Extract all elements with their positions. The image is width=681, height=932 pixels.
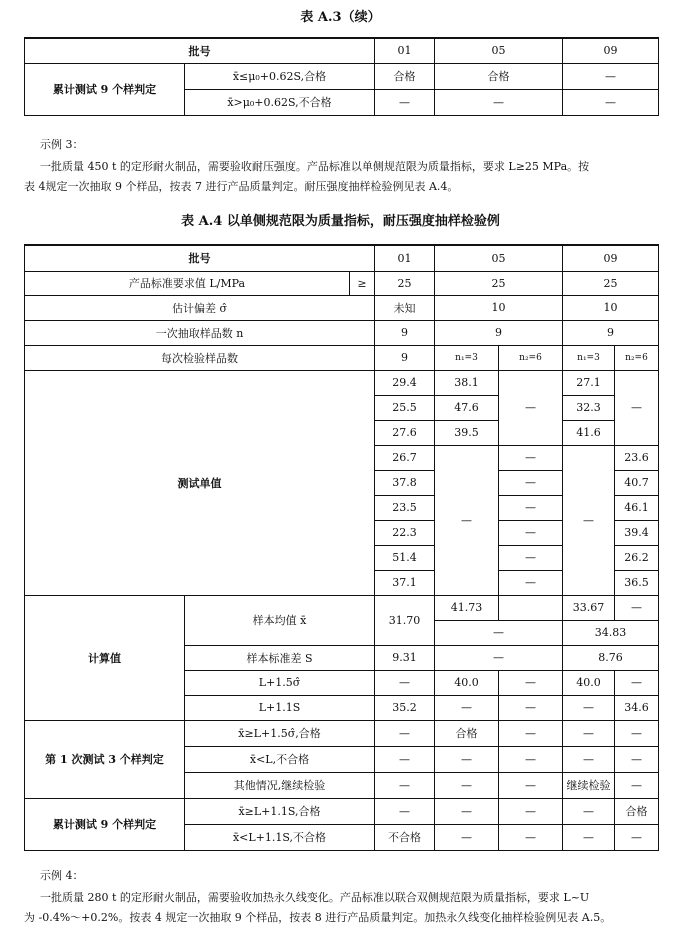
cell: — [499,370,563,445]
cell: 47.6 [435,395,499,420]
each-test-label: 每次检验样品数 [25,345,375,370]
cell: 32.3 [563,395,615,420]
cell: 39.5 [435,420,499,445]
cell: — [615,720,659,746]
cell: 10 [435,295,563,320]
cell: 26.2 [615,545,659,570]
cell: 39.4 [615,520,659,545]
cell [499,595,563,620]
header-09: 09 [563,38,659,63]
cell: — [563,445,615,595]
condition-pass: x̄≤μ₀+0.62S,合格 [185,63,375,89]
cell: 继续检验 [563,772,615,798]
cell: 9 [435,320,563,345]
cell: — [499,695,563,720]
cell: 9 [375,320,435,345]
sample-count-label: 一次抽取样品数 n [25,320,375,345]
cell: 41.73 [435,595,499,620]
cell: — [563,695,615,720]
cell: — [563,746,615,772]
cell: 34.83 [563,620,659,645]
cell: — [499,520,563,545]
example3-heading: 示例 3： [40,138,84,151]
cell: — [499,445,563,470]
cell: — [375,772,435,798]
cell: — [375,798,435,824]
cell: — [615,670,659,695]
cell: n₂=6 [499,345,563,370]
cell: 51.4 [375,545,435,570]
l-plus-11s-label: L+1.1S [185,695,375,720]
header-05: 05 [435,38,563,63]
cell: n₁=3 [435,345,499,370]
cell: — [615,772,659,798]
cell: 9 [375,345,435,370]
cell: — [499,824,563,850]
cell: 22.3 [375,520,435,545]
cell: — [435,89,563,115]
example4-heading: 示例 4： [40,869,84,882]
cell: 25 [563,271,659,295]
condition-fail: x̄>μ₀+0.62S,不合格 [185,89,375,115]
cell: — [615,824,659,850]
a4-header-05: 05 [435,245,563,271]
example3-line1: 一批质量 450 t 的定形耐火制品，需要验收耐压强度。产品标准以单侧规范限为质量指标，要求 L≥25 MPa。按 [40,160,590,173]
condition-cell: 其他情况,继续检验 [185,772,375,798]
cell: — [499,798,563,824]
sample-mean-label: 样本均值 x̄ [185,595,375,645]
example3-line2: 表 4规定一次抽取 9 个样品，按表 7 进行产品质量判定。耐压强度抽样检验例见表 A.4。 [24,180,459,193]
a4-header-01: 01 [375,245,435,271]
requirement-label: 产品标准要求值 L/MPa [25,271,350,295]
l-plus-15sigma-label: L+1.5σ̂ [185,670,375,695]
cell: — [435,746,499,772]
cell: — [435,445,499,595]
cell: 29.4 [375,370,435,395]
cell: — [375,720,435,746]
cell: 46.1 [615,495,659,520]
cell: — [499,670,563,695]
cell: 10 [563,295,659,320]
cell: 未知 [375,295,435,320]
cell: 40.0 [435,670,499,695]
first-test-judgement-label: 第 1 次测试 3 个样判定 [25,720,185,798]
cell: 25.5 [375,395,435,420]
cell: 合格 [435,720,499,746]
cell: 27.6 [375,420,435,445]
cell: n₂=6 [615,345,659,370]
cell: 37.1 [375,570,435,595]
example4-line1: 一批质量 280 t 的定形耐火制品，需要验收加热永久线变化。产品标准以联合双侧规范限为质量指标，要求 L~U [40,891,590,904]
cell: 31.70 [375,595,435,645]
measured-values-label: 测试单值 [25,370,375,595]
cell: — [563,720,615,746]
requirement-symbol: ≥ [350,271,375,295]
cell: 34.6 [615,695,659,720]
cell: 23.5 [375,495,435,520]
table-a4 [24,244,659,851]
cell: 合格 [615,798,659,824]
computed-values-label: 计算值 [25,595,185,720]
table-a3-title: 表 A.3（续） [300,10,381,25]
sample-sd-label: 样本标准差 S [185,645,375,670]
cell: — [499,470,563,495]
cell: 35.2 [375,695,435,720]
cell: — [499,746,563,772]
table-a4-title: 表 A.4 以单侧规范限为质量指标，耐压强度抽样检验例 [181,214,500,229]
cell: 23.6 [615,445,659,470]
a4-header-batch: 批号 [25,245,375,271]
cell: 40.0 [563,670,615,695]
cell: 不合格 [375,824,435,850]
sigma-label: 估计偏差 σ̂ [25,295,375,320]
cell: — [563,824,615,850]
a4-header-09: 09 [563,245,659,271]
cell: 26.7 [375,445,435,470]
cell: 25 [435,271,563,295]
cell: 41.6 [563,420,615,445]
cell: — [615,370,659,445]
cell: 36.5 [615,570,659,595]
cell: n₁=3 [563,345,615,370]
cell: — [563,89,659,115]
table-a3 [24,37,659,116]
cell: — [499,545,563,570]
condition-cell: x̄≥L+1.5σ̂,合格 [185,720,375,746]
example4-line2: 为 -0.4%～+0.2%。按表 4 规定一次抽取 9 个样品，按表 8 进行产品质量判定。加热永久线变化抽样检验例见表 A.5。 [24,911,612,924]
cell: 40.7 [615,470,659,495]
cumulative-judgement-label: 累计测试 9 个样判定 [25,798,185,850]
cell: 9.31 [375,645,435,670]
cumulative-judgement-label: 累计测试 9 个样判定 [25,63,185,115]
cell: 38.1 [435,370,499,395]
cell: 合格 [435,63,563,89]
cell: 27.1 [563,370,615,395]
cell: 8.76 [563,645,659,670]
header-batch: 批号 [25,38,375,63]
cell: 33.67 [563,595,615,620]
cell: — [435,620,563,645]
cell: — [375,670,435,695]
cell: — [435,798,499,824]
cell: 25 [375,271,435,295]
cell: — [499,495,563,520]
cell: — [499,570,563,595]
cell: — [499,772,563,798]
condition-cell: x̄<L+1.1S,不合格 [185,824,375,850]
cell: 37.8 [375,470,435,495]
cell: — [615,595,659,620]
cell: — [563,63,659,89]
cell: — [563,798,615,824]
cell: — [499,720,563,746]
condition-cell: x̄≥L+1.1S,合格 [185,798,375,824]
cell: — [435,695,499,720]
cell: — [375,746,435,772]
condition-cell: x̄<L,不合格 [185,746,375,772]
cell: — [435,645,563,670]
cell: — [375,89,435,115]
cell: — [615,746,659,772]
cell: — [435,772,499,798]
cell: — [435,824,499,850]
cell: 9 [563,320,659,345]
cell: 合格 [375,63,435,89]
header-01: 01 [375,38,435,63]
